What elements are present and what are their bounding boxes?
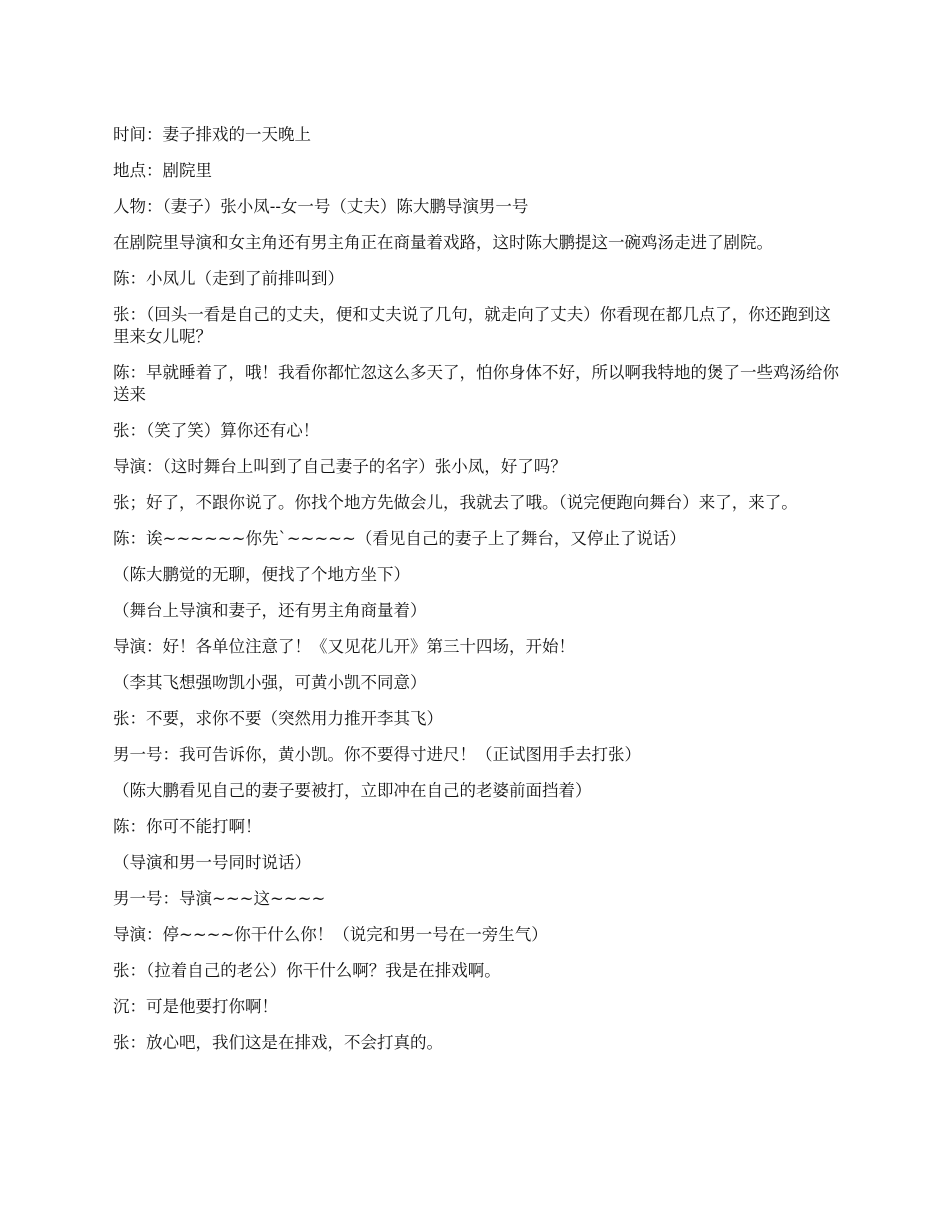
dialogue-line: 男一号：导演~~~这~~~~ — [113, 889, 326, 908]
dialogue-line: 张：放心吧，我们这是在排戏，不会打真的。 — [113, 1033, 443, 1052]
scene-intro: 在剧院里导演和女主角还有男主角正在商量着戏路，这时陈大鹏提这一碗鸡汤走进了剧院。 — [113, 233, 773, 252]
dialogue-line: 陈：小凤儿（走到了前排叫到） — [113, 269, 344, 288]
document-body — [113, 124, 841, 1068]
stage-direction: （舞台上导演和妻子，还有男主角商量着） — [113, 601, 427, 620]
dialogue-line: 陈：诶~~~~~~你先`~~~~~（看见自己的妻子上了舞台，又停止了说话） — [113, 529, 686, 548]
dialogue-line: 张：（拉着自己的老公）你干什么啊？我是在排戏啊。 — [113, 961, 501, 980]
stage-direction: （陈大鹏觉的无聊，便找了个地方坐下） — [113, 565, 410, 584]
dialogue-line: 陈：你可不能打啊！ — [113, 817, 262, 836]
dialogue-line: 张：不要，求你不要（突然用力推开李其飞） — [113, 709, 443, 728]
dialogue-line: 张；好了，不跟你说了。你找个地方先做会儿，我就去了哦。（说完便跑向舞台）来了，来了。 — [113, 493, 798, 512]
stage-direction: （陈大鹏看见自己的妻子要被打，立即冲在自己的老婆前面挡着） — [113, 781, 592, 800]
stage-direction: （导演和男一号同时说话） — [113, 853, 311, 872]
dialogue-line: 男一号：我可告诉你，黄小凯。你不要得寸进尺！（正试图用手去打张） — [113, 745, 641, 764]
dialogue-line: 陈：早就睡着了，哦！我看你都忙忽这么多天了，怕你身体不好，所以啊我特地的煲了一些鸡汤给你送来 — [113, 363, 839, 404]
dialogue-line: 导演：（这时舞台上叫到了自己妻子的名字）张小凤，好了吗？ — [113, 457, 567, 476]
dialogue-line: 沉：可是他要打你啊！ — [113, 997, 278, 1016]
dialogue-line: 导演：好！各单位注意了！《又见花儿开》第三十四场，开始！ — [113, 637, 575, 656]
stage-direction: （李其飞想强吻凯小强，可黄小凯不同意） — [113, 673, 427, 692]
dialogue-line: 张：（回头一看是自己的丈夫，便和丈夫说了几句，就走向了丈夫）你看现在都几点了，你还跑到这里来女儿呢？ — [113, 305, 831, 346]
dialogue-line: 导演：停~~~~你干什么你！（说完和男一号在一旁生气） — [113, 925, 548, 944]
scene-characters: 人物：（妻子）张小凤--女一号（丈夫）陈大鹏导演男一号 — [113, 197, 529, 216]
dialogue-line: 张：（笑了笑）算你还有心！ — [113, 421, 320, 440]
scene-place: 地点：剧院里 — [113, 161, 212, 180]
scene-time: 时间：妻子排戏的一天晚上 — [113, 125, 311, 144]
